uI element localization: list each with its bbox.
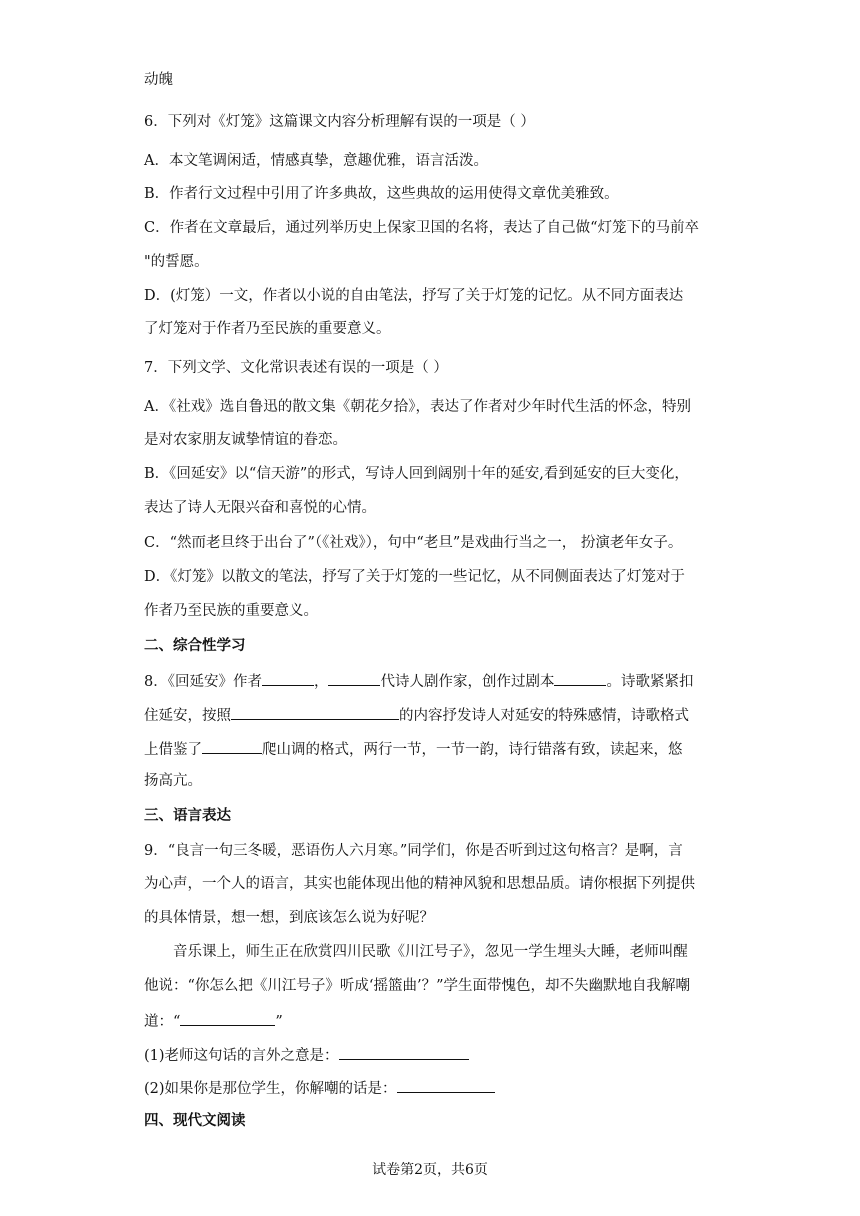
- text-line: 动魄: [144, 72, 173, 88]
- answer-blank-1[interactable]: [339, 1044, 469, 1060]
- option-6d: D．(灯笼）一文，作者以小说的自由笔法，抒写了关于灯笼的记忆。从不同方面表达: [144, 288, 684, 304]
- question-7: 7．下列文学、文化常识表述有误的一项是（ ）: [144, 360, 448, 376]
- option-7a-cont: 是对农家朋友诚挚情谊的眷恋。: [144, 432, 347, 448]
- answer-blank-2[interactable]: [397, 1077, 495, 1093]
- q8-text: 的内容抒发诗人对延安的特殊感情，诗歌格式: [399, 708, 689, 724]
- option-6c: C．作者在文章最后，通过列举历史上保家卫国的名将，表达了自己做“灯笼下的马前卒: [144, 220, 700, 236]
- option-7d: D．《灯笼》以散文的笔法，抒写了关于灯笼的一些记忆，从不同侧面表达了灯笼对于: [144, 569, 685, 585]
- option-7b: B．《回延安》以“信天游”的形式，写诗人回到阔别十年的延安,看到延安的巨大变化，: [144, 466, 689, 482]
- scenario-text: 道：“: [144, 1014, 181, 1030]
- section-heading-3: 三、语言表达: [144, 808, 231, 824]
- q8-blank-region[interactable]: [202, 738, 262, 754]
- option-7a: A．《社戏》选自鲁迅的散文集《朝花夕拾》，表达了作者对少年时代生活的怀念，特别: [144, 399, 691, 415]
- option-6c-cont: "的誓愿。: [144, 254, 209, 270]
- option-6b: B．作者行文过程中引用了许多典故，这些典故的运用使得文章优美雅致。: [144, 186, 619, 202]
- question-9-line1: 9．“良言一句三冬暖，恶语伤人六月寒。”同学们，你是否听到过这句格言？是啊，言: [144, 843, 683, 859]
- q8-text: 8．《回延安》作者: [144, 674, 262, 690]
- page-footer: 试卷第2页，共6页: [372, 1162, 488, 1178]
- q8-blank-play[interactable]: [554, 670, 606, 686]
- scenario-line2: 他说：“你怎么把《川江号子》听成‘摇篮曲’？”学生面带愧色，却不失幽默地自我解嘲: [144, 978, 691, 994]
- option-6d-cont: 了灯笼对于作者乃至民族的重要意义。: [144, 321, 391, 337]
- subquestion-2: [144, 1077, 724, 1099]
- subquestion-text: (2)如果你是那位学生，你解嘲的话是：: [144, 1081, 397, 1097]
- q8-text: ，: [313, 674, 329, 690]
- question-8-line3: [144, 738, 724, 760]
- q8-text: 上借鉴了: [144, 742, 202, 758]
- option-7c: C．“然而老旦终于出台了”（《社戏》），句中“老旦”是戏曲行当之一， 扮演老年女子。: [144, 535, 683, 551]
- question-6: 6．下列对《灯笼》这篇课文内容分析理解有误的一项是（ ）: [144, 114, 535, 130]
- answer-blank-joke[interactable]: [180, 1010, 275, 1026]
- section-heading-2: 二、综合性学习: [144, 638, 246, 654]
- q8-text: 住延安，按照: [144, 708, 231, 724]
- q8-text: 。诗歌紧紧扣: [606, 674, 694, 690]
- q8-text: 爬山调的格式，两行一节，一节一韵，诗行错落有致，读起来，悠: [262, 742, 683, 758]
- question-8-line4: 扬高亢。: [144, 773, 202, 789]
- option-7b-cont: 表达了诗人无限兴奋和喜悦的心情。: [144, 500, 376, 516]
- q8-text: 代诗人剧作家，创作过剧本: [380, 674, 555, 690]
- option-6a: A．本文笔调闲适，情感真挚，意趣优雅，语言活泼。: [144, 153, 488, 169]
- q8-blank-author[interactable]: [262, 670, 314, 686]
- question-9-line3: 的具体情景，想一想，到底该怎么说为好呢？: [144, 910, 434, 926]
- question-8-line2: [144, 704, 724, 726]
- question-9-line2: 为心声，一个人的语言，其实也能体现出他的精神风貌和思想品质。请你根据下列提供: [144, 876, 695, 892]
- section-heading-4: 四、现代文阅读: [144, 1113, 246, 1129]
- scenario-line1: 音乐课上，师生正在欣赏四川民歌《川江号子》，忽见一学生埋头大睡，老师叫醒: [173, 944, 688, 960]
- scenario-text: ”: [275, 1014, 283, 1030]
- option-7d-cont: 作者乃至民族的重要意义。: [144, 603, 318, 619]
- q8-blank-content[interactable]: [231, 704, 399, 720]
- question-8-line1: [144, 670, 724, 692]
- subquestion-1: [144, 1044, 724, 1066]
- subquestion-text: (1)老师这句话的言外之意是：: [144, 1048, 339, 1064]
- scenario-line3: [144, 1010, 724, 1032]
- q8-blank-era[interactable]: [328, 670, 380, 686]
